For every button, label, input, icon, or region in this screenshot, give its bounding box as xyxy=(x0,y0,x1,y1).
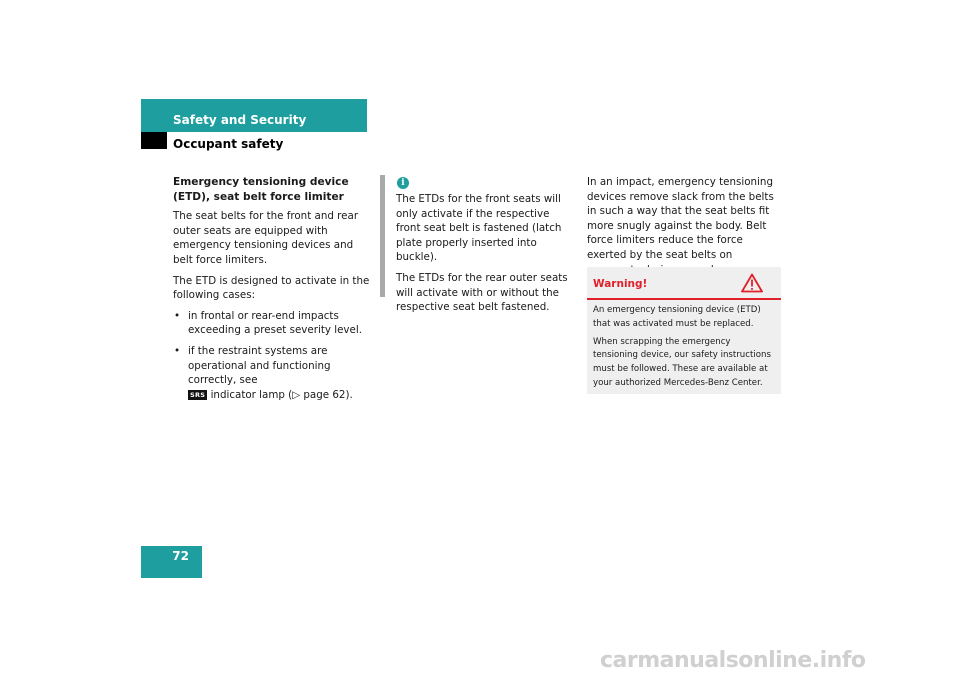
warning-title: Warning! xyxy=(593,278,648,290)
info-note-para: The ETDs for the rear outer seats will activate with or without the respective seat belt fastened. xyxy=(396,271,568,314)
warning-para: An emergency tensioning device (ETD) that was activated must be replaced. xyxy=(593,305,761,329)
warning-box xyxy=(587,267,781,394)
impact-paragraph: In an impact, emergency tensioning devices remove slack from the belts in such a way that the seat belts fit more snugly against the body. Belt force limiters reduce the force exerted by the seat belts on xyxy=(587,176,774,261)
list-item-text: if the restraint systems are operational and functioning correctly, see xyxy=(188,344,331,387)
warning-body xyxy=(593,304,777,395)
warning-divider xyxy=(587,298,781,300)
info-note-para: The ETDs for the front seats will only activate if the respective front seat belt is fastened (latch plate properly inserted into buckle). xyxy=(396,193,562,264)
list-item xyxy=(173,309,371,338)
list-item xyxy=(173,344,371,402)
etd-heading: Emergency tensioning device (ETD), seat belt force limiter xyxy=(173,176,349,203)
bullet-icon: • xyxy=(174,344,181,357)
warning-para: When scrapping the emergency tensioning device, our safety instructions must be followed. These are available at your authorized Mercedes-Benz Center. xyxy=(593,336,771,388)
subsection-title: Occupant safety xyxy=(173,137,284,151)
bullet-icon: • xyxy=(174,309,181,322)
left-column xyxy=(173,175,371,408)
section-header xyxy=(141,99,367,132)
list-item-text: in frontal or rear-end impacts exceeding a preset severity level. xyxy=(188,309,362,337)
info-icon: i xyxy=(397,177,409,189)
page-number-box xyxy=(141,546,202,578)
etd-cases: The ETD is designed to activate in the following cases: xyxy=(173,274,370,302)
info-bar xyxy=(380,175,385,297)
list-item-text-tail: indicator lamp (▷ page 62). xyxy=(210,388,353,401)
case-list xyxy=(173,309,371,403)
section-title: Safety and Security xyxy=(173,113,307,127)
subsection-marker xyxy=(141,132,167,149)
info-note xyxy=(396,192,576,321)
warning-triangle-icon xyxy=(741,273,763,293)
watermark: carmanualsonline.info xyxy=(600,648,866,673)
page-number: 72 xyxy=(172,549,189,563)
srs-indicator-icon: SRS xyxy=(190,390,206,399)
etd-intro: The seat belts for the front and rear outer seats are equipped with emergency tensioning devices and belt force limiters. xyxy=(173,210,359,266)
